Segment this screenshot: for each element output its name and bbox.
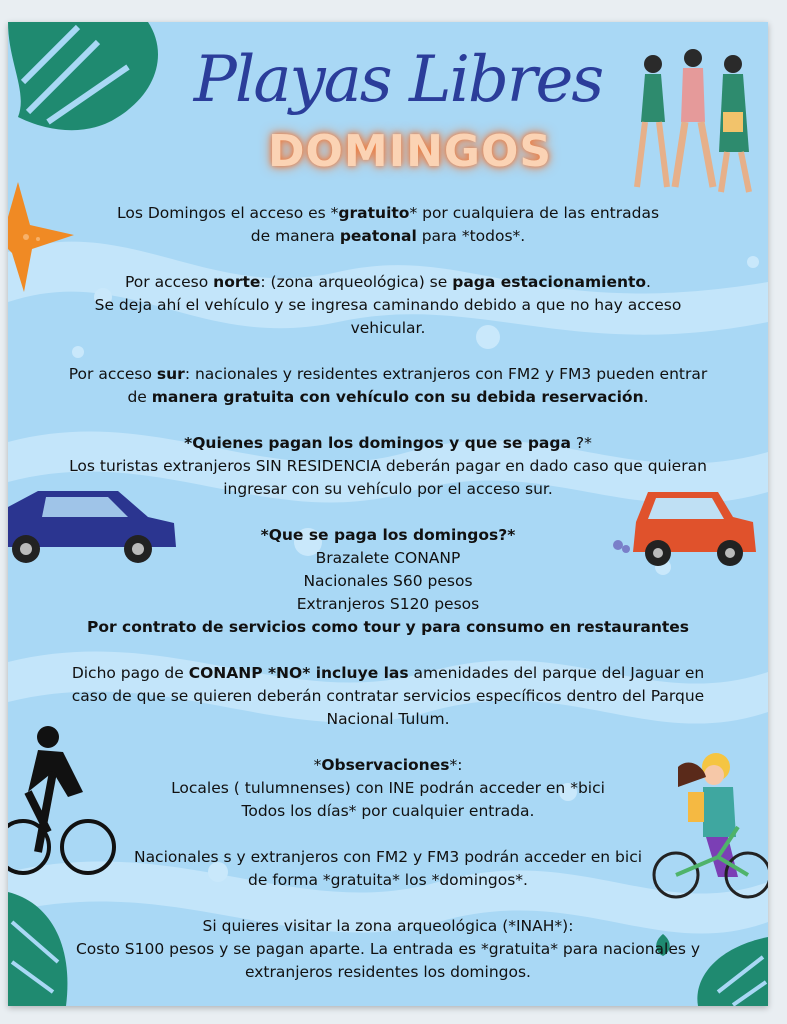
- page-subtitle: DOMINGOS: [268, 126, 553, 177]
- section-heading: *Observaciones*:: [313, 756, 463, 774]
- text-line: Nacionales s y extranjeros con FM2 y FM3 podrán acceder en bici: [133, 848, 643, 866]
- walking-people-illustration: [623, 42, 763, 202]
- section-heading: *Que se paga los domingos?*: [260, 526, 516, 544]
- text-line: ingresar con su vehículo por el acceso sur.: [223, 480, 553, 498]
- text-line: Todos los días* por cualquier entrada.: [241, 802, 535, 820]
- text-line: Se deja ahí el vehículo y se ingresa caminando debido a que no hay acceso: [94, 296, 682, 314]
- palm-leaf-icon: [8, 22, 178, 142]
- poster: [8, 22, 768, 1006]
- text-line: de forma *gratuita* los *domingos*.: [248, 871, 528, 889]
- text-line: Nacionales S60 pesos: [303, 572, 473, 590]
- text-line: Por contrato de servicios como tour y para consumo en restaurantes: [86, 618, 690, 636]
- section-heading: *Quienes pagan los domingos y que se paga ?*: [184, 434, 592, 452]
- text-line: Los turistas extranjeros SIN RESIDENCIA deberán pagar en dado caso que quieran: [69, 457, 707, 475]
- info-text: [48, 202, 728, 984]
- text-line: caso de que se quieren deberán contratar servicios específicos dentro del Parque: [71, 687, 705, 705]
- text-line: Por acceso sur: nacionales y residentes extranjeros con FM2 y FM3 pueden entrar: [68, 365, 708, 383]
- page-title: Playas Libres: [193, 43, 603, 117]
- text-line: Los Domingos el acceso es *gratuito* por cualquiera de las entradas: [116, 204, 660, 222]
- text-line: Dicho pago de CONANP *NO* incluye las amenidades del parque del Jaguar en: [71, 664, 705, 682]
- text-line: Brazalete CONANP: [315, 549, 461, 567]
- text-line: vehicular.: [350, 319, 426, 337]
- text-line: de manera peatonal para *todos*.: [250, 227, 526, 245]
- text-line: Si quieres visitar la zona arqueológica (*INAH*):: [202, 917, 574, 935]
- text-line: extranjeros residentes los domingos.: [244, 963, 531, 981]
- text-line: Nacional Tulum.: [326, 710, 450, 728]
- text-line: Extranjeros S120 pesos: [296, 595, 480, 613]
- text-line: de manera gratuita con vehículo con su debida reservación.: [127, 388, 649, 406]
- text-line: Locales ( tulumnenses) con INE podrán acceder en *bici: [171, 779, 605, 797]
- text-line: Costo S100 pesos y se pagan aparte. La entrada es *gratuita* para nacionales y: [75, 940, 701, 958]
- text-line: Por acceso norte: (zona arqueológica) se paga estacionamiento.: [125, 273, 651, 291]
